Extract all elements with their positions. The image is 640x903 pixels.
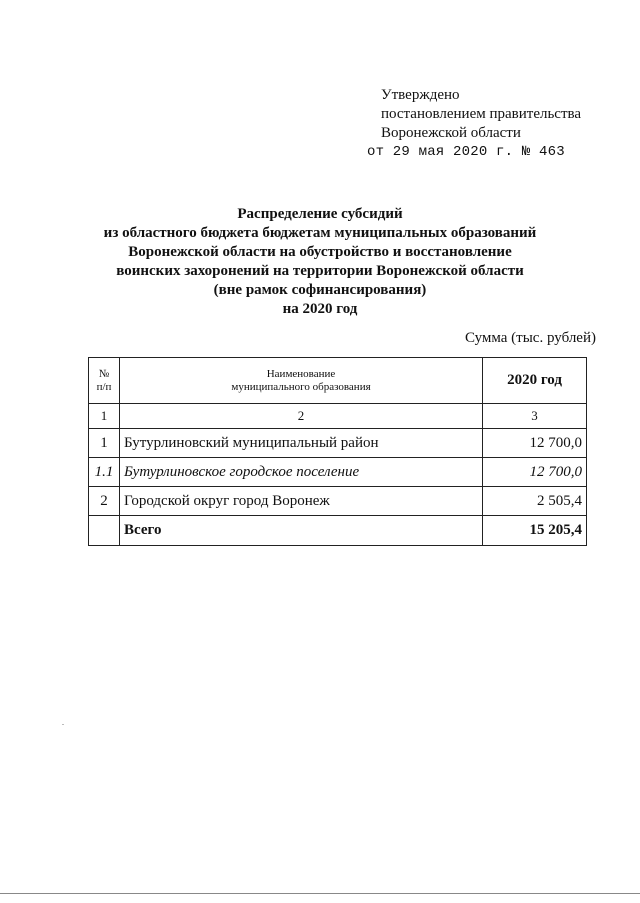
total-number bbox=[89, 516, 120, 546]
table-index-row bbox=[89, 404, 587, 429]
table-header-row bbox=[89, 358, 587, 404]
index-cell: 1 bbox=[89, 404, 120, 429]
units-label: Сумма (тыс. рублей) bbox=[464, 330, 596, 346]
row-name: Городской округ город Воронеж bbox=[120, 487, 483, 516]
row-value: 12 700,0 bbox=[483, 458, 587, 487]
title-line-1: Распределение субсидий bbox=[237, 206, 403, 222]
table-total-row bbox=[89, 516, 587, 546]
subsidy-table bbox=[88, 357, 587, 546]
row-name: Бутурлиновский муниципальный район bbox=[120, 429, 483, 458]
approval-line-3: Воронежской области bbox=[381, 125, 521, 141]
row-number: 2 bbox=[89, 487, 120, 516]
header-number bbox=[89, 358, 120, 404]
title-line-4: воинских захоронений на территории Воронежской области bbox=[116, 263, 524, 279]
document-title bbox=[100, 205, 540, 319]
header-name-line-1: Наименование bbox=[266, 367, 336, 380]
total-value: 15 205,4 bbox=[483, 516, 587, 546]
index-cell: 3 bbox=[483, 404, 587, 429]
index-cell: 2 bbox=[120, 404, 483, 429]
approval-block bbox=[367, 86, 582, 162]
header-number-line-2: п/п bbox=[96, 380, 112, 393]
total-label: Всего bbox=[120, 516, 483, 546]
header-number-line-1: № bbox=[98, 367, 110, 380]
approval-line-2: постановлением правительства bbox=[381, 106, 582, 122]
title-line-5: (вне рамок софинансирования) bbox=[213, 282, 427, 298]
title-line-3: Воронежской области на обустройство и восстановление bbox=[128, 244, 512, 260]
title-line-6: на 2020 год bbox=[282, 301, 358, 317]
row-number: 1.1 bbox=[89, 458, 120, 487]
title-line-2: из областного бюджета бюджетам муниципальных образований bbox=[103, 225, 537, 241]
table-row bbox=[89, 429, 587, 458]
table-row bbox=[89, 458, 587, 487]
row-number: 1 bbox=[89, 429, 120, 458]
row-value: 2 505,4 bbox=[483, 487, 587, 516]
approval-date: от 29 мая 2020 г. № 463 bbox=[367, 144, 565, 160]
scan-speck bbox=[62, 724, 64, 725]
approval-line-1: Утверждено bbox=[381, 87, 460, 103]
header-name-line-2: муниципального образования bbox=[231, 380, 371, 393]
row-name: Бутурлиновское городское поселение bbox=[120, 458, 483, 487]
header-year: 2020 год bbox=[483, 358, 587, 404]
header-name bbox=[120, 358, 483, 404]
row-value: 12 700,0 bbox=[483, 429, 587, 458]
table-row bbox=[89, 487, 587, 516]
page-bottom-edge bbox=[0, 893, 640, 894]
